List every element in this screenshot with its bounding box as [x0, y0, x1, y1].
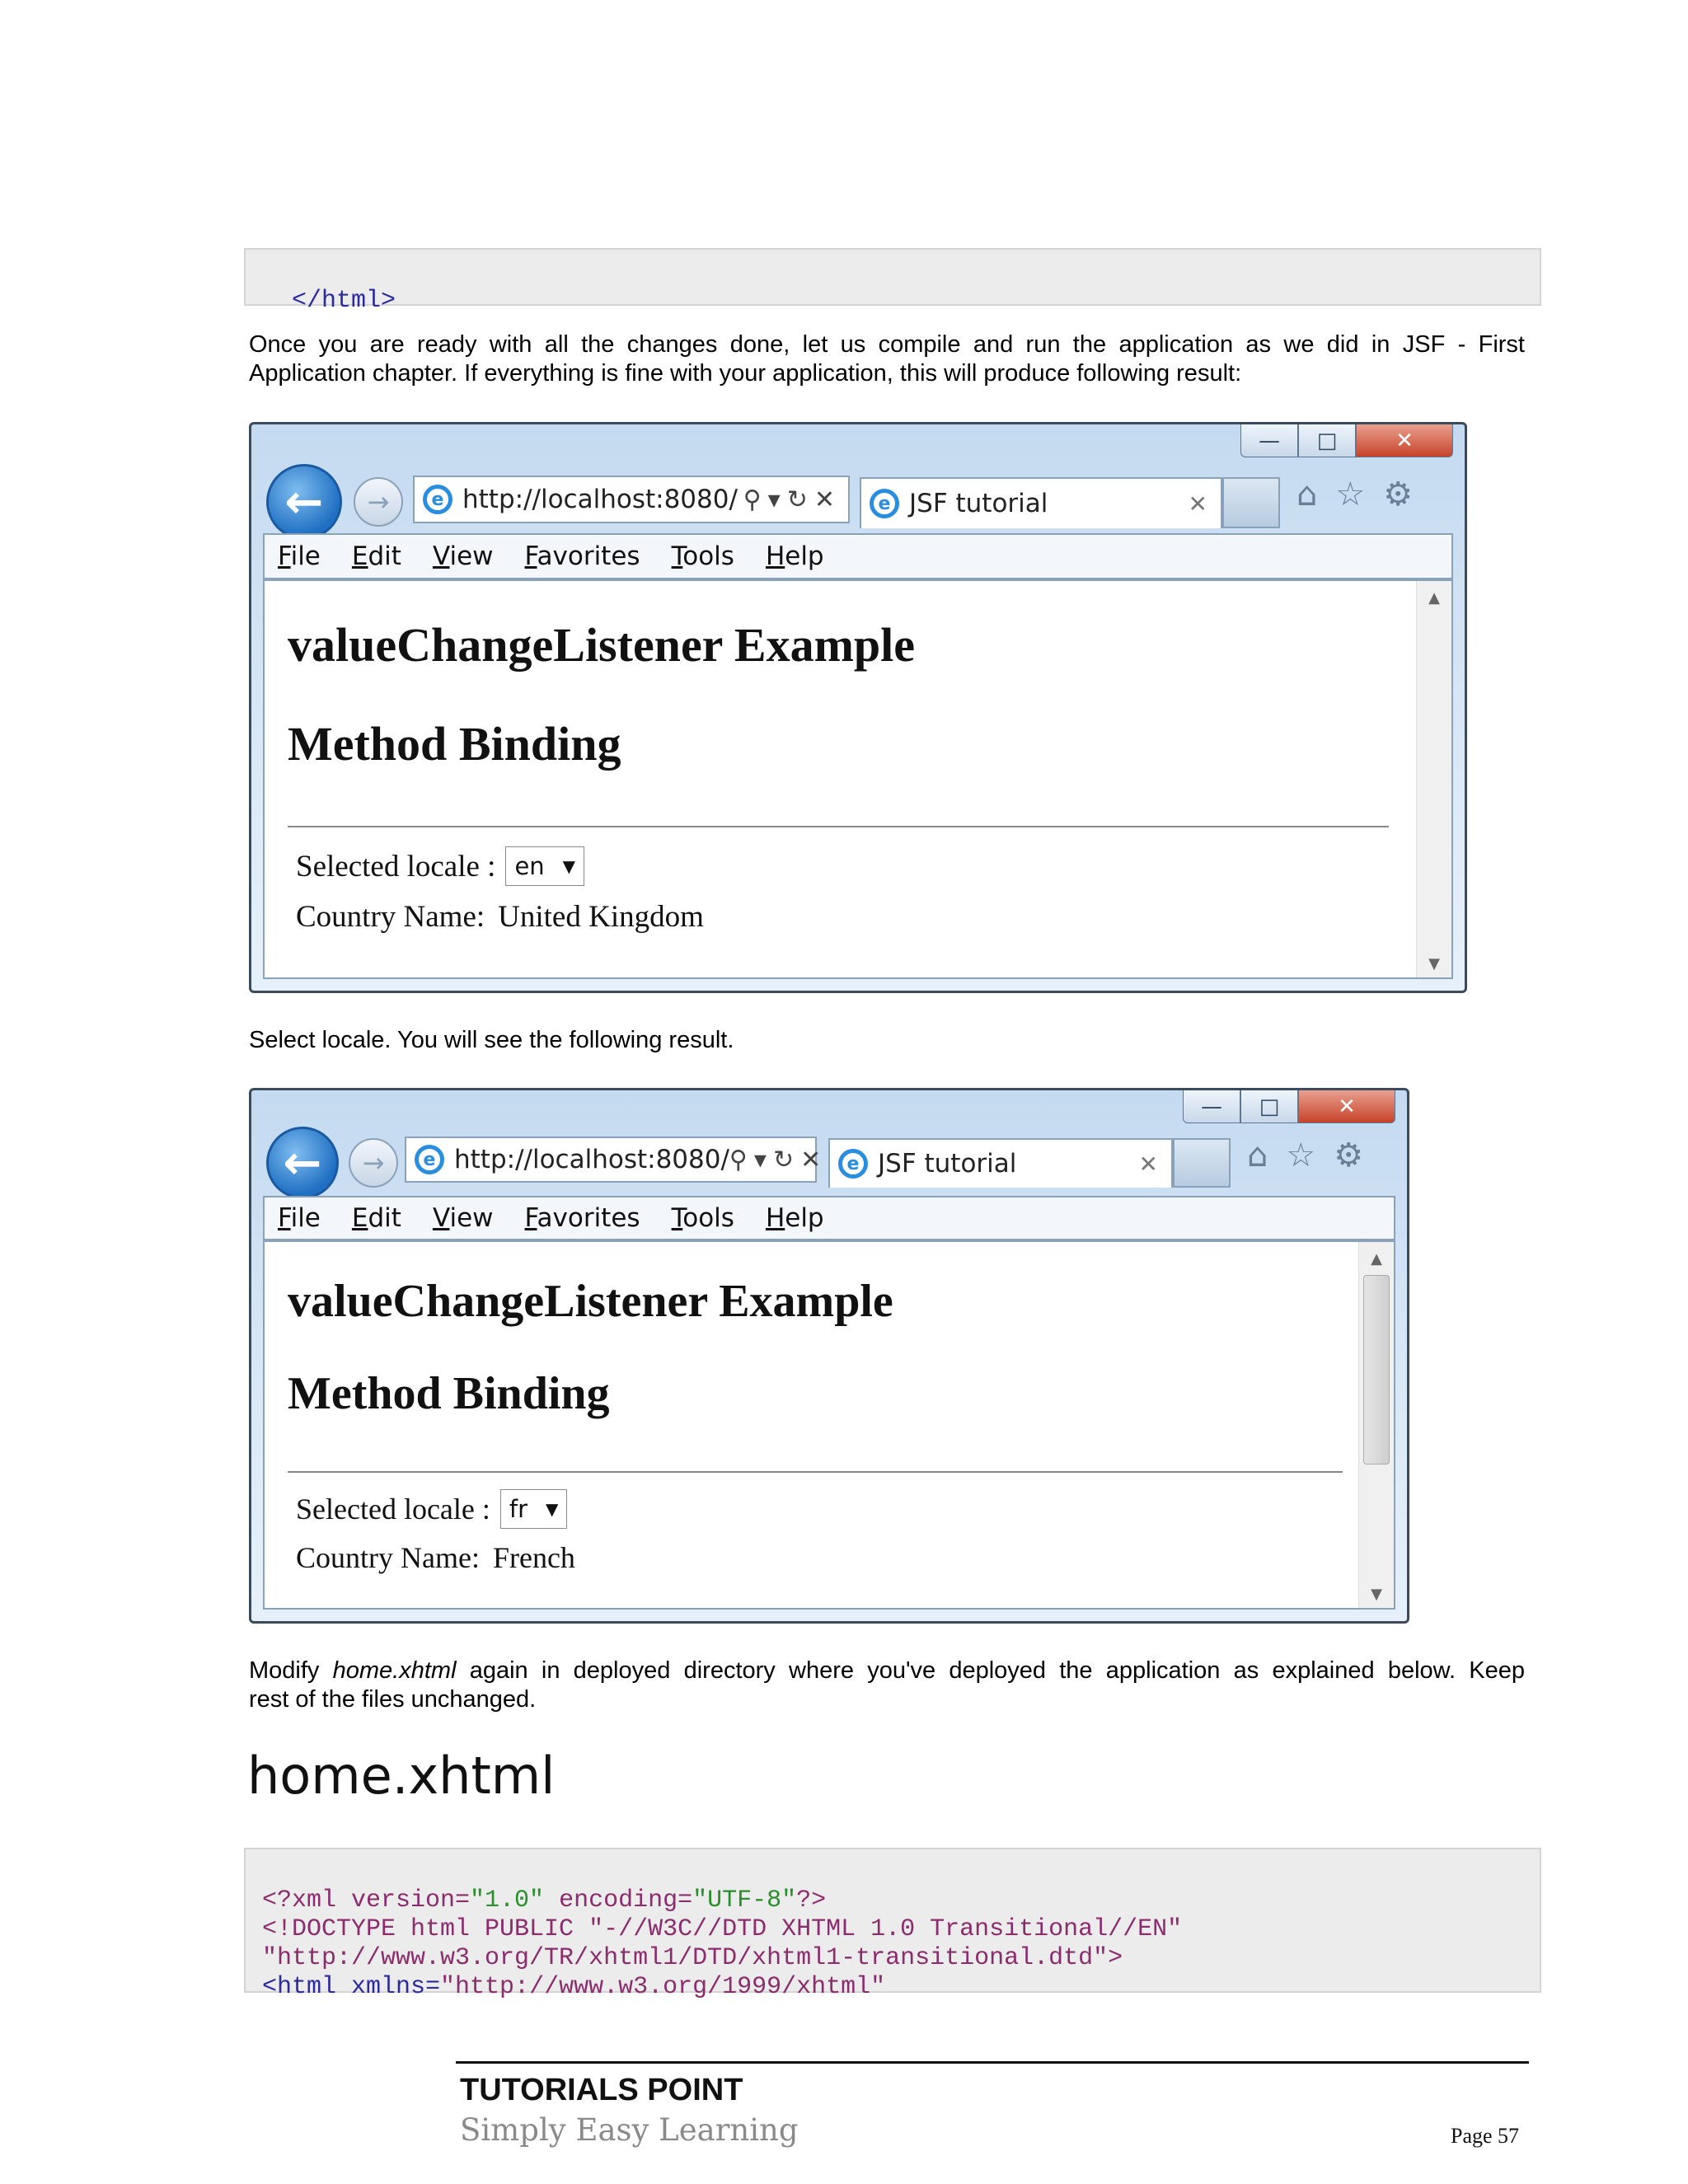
vertical-scrollbar[interactable] [1358, 1242, 1394, 1608]
favorites-star-icon[interactable]: ☆ [1335, 476, 1366, 513]
paragraph-text: again in deployed directory where you've deployed the application as explained below. Keep [456, 1657, 1525, 1684]
footer-subtitle: Simply Easy Learning [460, 2112, 799, 2148]
paragraph-line: Application chapter. If everything is fine with your application, this will produce following result: [249, 360, 1242, 387]
address-bar[interactable] [405, 1137, 828, 1183]
menu-file[interactable]: File [278, 541, 321, 571]
maximize-button[interactable]: □ [1240, 1090, 1298, 1123]
locale-row [296, 1489, 567, 1529]
paragraph-intro [249, 330, 1525, 388]
close-tab-icon[interactable]: ✕ [1188, 490, 1207, 518]
filename-emphasis: home.xhtml [332, 1657, 457, 1684]
menu-favorites[interactable]: Favorites [524, 541, 640, 571]
divider [288, 1471, 1343, 1473]
country-value: French [492, 1541, 575, 1574]
address-text: http://localhost:8080/ [462, 485, 738, 514]
scrollbar-thumb[interactable] [1363, 1275, 1390, 1465]
country-label: Country Name: [296, 1541, 480, 1574]
page-heading-1: valueChangeListener Example [288, 618, 915, 672]
code-token: "UTF-8" [692, 1886, 797, 1915]
menu-view[interactable]: View [432, 541, 494, 571]
menu-tools[interactable]: Tools [671, 1203, 734, 1233]
gear-icon[interactable]: ⚙ [1334, 1137, 1364, 1174]
vertical-scrollbar[interactable] [1416, 581, 1451, 977]
code-token: <?xml version= [262, 1886, 471, 1915]
paragraph-line: Select locale. You will see the following result. [249, 1027, 734, 1053]
divider [288, 826, 1389, 827]
browser-window-en [249, 422, 1467, 993]
locale-selected-value: en [514, 852, 545, 880]
footer-title: TUTORIALS POINT [460, 2073, 743, 2107]
chevron-down-icon: ▼ [562, 856, 576, 876]
scroll-down-icon[interactable]: ▼ [1371, 1586, 1382, 1603]
minimize-button[interactable]: — [1240, 424, 1298, 457]
paragraph-modify [249, 1657, 1525, 1714]
code-token: "1.0" [470, 1886, 545, 1915]
tab-jsf-tutorial[interactable] [860, 477, 1222, 528]
code-token: "http://www.w3.org/1999/xhtml" [440, 1973, 886, 2001]
chevron-down-icon: ▼ [546, 1499, 559, 1519]
close-window-button[interactable]: ✕ [1356, 424, 1453, 457]
scroll-up-icon[interactable]: ▲ [1428, 589, 1440, 607]
window-controls [1183, 1090, 1395, 1127]
scroll-up-icon[interactable]: ▲ [1371, 1250, 1382, 1268]
menu-help[interactable]: Help [765, 541, 824, 571]
section-heading: home.xhtml [247, 1746, 556, 1806]
favorites-star-icon[interactable]: ☆ [1286, 1137, 1316, 1174]
locale-select[interactable] [505, 846, 584, 886]
ie-icon: e [423, 485, 452, 514]
back-button[interactable]: ← [266, 464, 342, 540]
code-token: encoding= [544, 1886, 693, 1915]
home-icon[interactable]: ⌂ [1296, 476, 1318, 513]
menu-bar [263, 533, 1453, 579]
address-actions-icon[interactable]: ⚲▾↻✕ [729, 1145, 828, 1174]
code-snippet-bottom [244, 1848, 1541, 2001]
close-tab-icon[interactable]: ✕ [1138, 1150, 1158, 1178]
back-button[interactable]: ← [266, 1127, 339, 1199]
paragraph-text: Modify [249, 1657, 333, 1684]
code-line: "http://www.w3.org/TR/xhtml1/DTD/xhtml1-transitional.dtd"> [262, 1944, 1123, 1972]
locale-row [296, 846, 584, 886]
code-line: <!DOCTYPE html PUBLIC "-//W3C//DTD XHTML 1.0 Transitional//EN" [262, 1915, 1183, 1943]
toolbar-icons [1296, 476, 1413, 513]
paragraph-line: Once you are ready with all the changes done, let us compile and run the application as we did in JSF - First [249, 331, 1525, 358]
menu-edit[interactable]: Edit [351, 541, 401, 571]
code-line: </html> [292, 287, 396, 315]
code-token: <html xmlns= [262, 1973, 441, 2001]
tab-title: JSF tutorial [909, 489, 1048, 518]
page-number: Page 57 [1451, 2124, 1520, 2148]
menu-bar [263, 1196, 1395, 1240]
menu-view[interactable]: View [432, 1203, 494, 1233]
address-bar[interactable] [413, 476, 850, 523]
gear-icon[interactable]: ⚙ [1383, 476, 1414, 513]
locale-select[interactable] [500, 1489, 568, 1529]
ie-icon: e [838, 1149, 868, 1179]
country-row [296, 899, 704, 935]
home-icon[interactable]: ⌂ [1247, 1137, 1268, 1174]
page-heading-2: Method Binding [288, 717, 621, 771]
tab-title: JSF tutorial [878, 1149, 1017, 1179]
locale-selected-value: fr [509, 1495, 528, 1523]
forward-button[interactable]: → [354, 477, 403, 527]
menu-tools[interactable]: Tools [671, 541, 734, 571]
new-tab-button[interactable] [1173, 1138, 1231, 1188]
scroll-down-icon[interactable]: ▼ [1428, 955, 1440, 972]
ie-icon: e [415, 1145, 444, 1174]
page-content [263, 579, 1453, 979]
page-heading-2: Method Binding [288, 1368, 610, 1419]
menu-help[interactable]: Help [765, 1203, 824, 1233]
paragraph-select-locale [249, 1026, 1525, 1055]
browser-window-fr [249, 1088, 1409, 1624]
menu-edit[interactable]: Edit [351, 1203, 401, 1233]
minimize-button[interactable]: — [1183, 1090, 1240, 1123]
menu-file[interactable]: File [278, 1203, 321, 1233]
code-snippet-top [244, 248, 1541, 315]
ie-icon: e [870, 489, 899, 518]
paragraph-line: rest of the files unchanged. [249, 1686, 537, 1713]
paragraph-line [249, 1657, 1525, 1685]
window-controls [1240, 424, 1453, 461]
page-heading-1: valueChangeListener Example [288, 1276, 893, 1327]
locale-label: Selected locale : [296, 849, 496, 883]
code-line [262, 1886, 826, 1915]
tab-jsf-tutorial[interactable] [828, 1138, 1173, 1188]
country-row [296, 1540, 575, 1575]
new-tab-button[interactable] [1222, 477, 1280, 528]
close-window-button[interactable]: ✕ [1298, 1090, 1395, 1123]
address-text: http://localhost:8080/ [454, 1145, 729, 1174]
country-label: Country Name: [296, 900, 485, 934]
forward-button[interactable]: → [349, 1138, 398, 1188]
toolbar-icons [1247, 1137, 1363, 1174]
maximize-button[interactable]: □ [1298, 424, 1356, 457]
menu-favorites[interactable]: Favorites [524, 1203, 640, 1233]
code-token: ?> [796, 1886, 827, 1915]
code-line [262, 1973, 885, 2001]
address-actions-icon[interactable]: ⚲▾↻✕ [743, 485, 842, 514]
page-content [263, 1240, 1395, 1610]
footer-divider [456, 2061, 1529, 2064]
country-value: United Kingdom [498, 900, 704, 934]
locale-label: Selected locale : [296, 1493, 490, 1526]
